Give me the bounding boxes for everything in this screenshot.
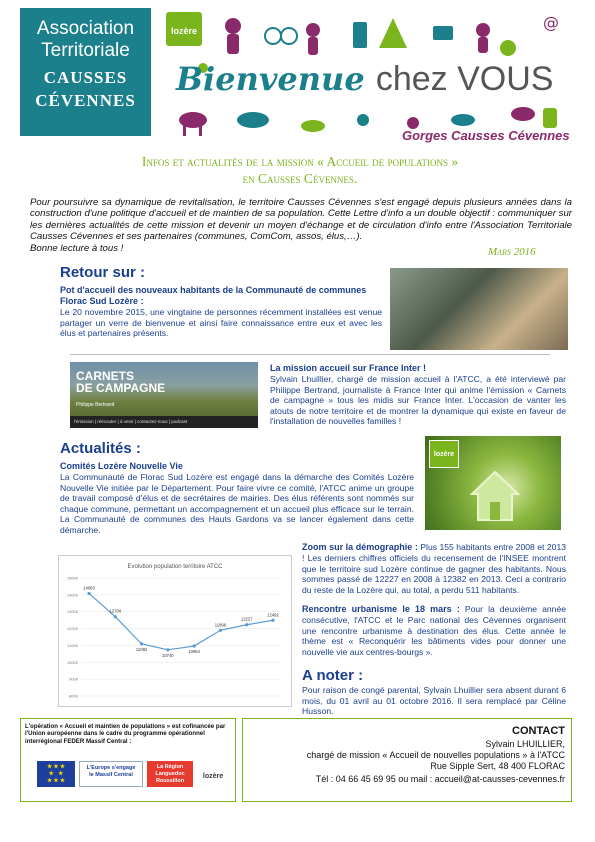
pot-accueil-title: Pot d'accueil des nouveaux habitants de la Communauté de communes Florac Sud Lozère : — [60, 285, 367, 306]
intro-text: Pour poursuivre sa dynamique de revitalisation, le territoire Causses Cévennes s'est engagé depuis plusieurs années dans la construction d'une politique d'accueil et de maintien de sa population. Cette Lettre d'info a un double objectif : communiquer sur les dernières actualités de cette mission et devenir un moyen d'échange et de circulation d'info entre l'Association Territoriale Causses Cévennes et ses partenaires (communes, ComCom, assos, élus,…). — [30, 197, 572, 243]
chart-title: Evolution population territoire ATCC — [127, 564, 223, 570]
carnets-title-line2: DE CAMPAGNE — [76, 381, 166, 395]
contact-address: Rue Sipple Sert, 48 400 FLORAC — [430, 761, 565, 771]
lozere-logo — [166, 12, 202, 46]
lozere-footer-logo: lozère — [197, 761, 229, 787]
welcome-title-part2: chez VOUS — [375, 60, 554, 98]
urbanisme-block — [302, 604, 566, 657]
france-inter-text: Sylvain Lhuillier, chargé de mission accueil à l'ATCC, a été interviewé par Philippe Bertrand, journaliste à France Inter qui anime l'émission « Carnets de campagne » tous les midis sur France Inter. L'occasion de vanter les atouts de notre territoire et de montrer la dynamique qui existe en faveur de l'installation de nouvelles familles ! — [270, 374, 566, 427]
region-logo: La Région Languedoc Roussillon — [147, 761, 193, 787]
chart-point — [245, 623, 248, 626]
contact-box — [242, 718, 572, 802]
chart-y-tick-label: 15000 — [66, 575, 78, 581]
newsletter-title-line2: en Causses Cévennes. — [242, 171, 358, 186]
carnets-de-campagne-image — [70, 362, 258, 428]
chart-y-tick-label: 14000 — [66, 592, 78, 598]
issue-date: Mars 2016 — [488, 246, 536, 258]
svg-text:@: @ — [543, 13, 559, 32]
welcome-title-part1: Bienvenue — [176, 60, 376, 98]
chart-y-tick-label: 10000 — [66, 659, 78, 665]
chart-y-tick-label: 13000 — [66, 609, 78, 615]
section-divider — [70, 354, 550, 355]
intro-closing: Bonne lecture à tous ! — [30, 242, 124, 254]
demographie-block — [302, 542, 566, 595]
chart-gridlines — [81, 578, 281, 696]
chart-y-ticks — [67, 576, 79, 699]
chart-data-label: 12492 — [267, 612, 279, 618]
chart-y-tick-label: 12000 — [66, 626, 78, 632]
comites-text: La Communauté de Florac Sud Lozère est engagé dans la démarche des Comités Lozère Nouvelle Vie initiée par le Département. Pour faire vivre ce comité, l'ATCC anime un groupe de travail composé d'élus et de secrétaires de mairies. Des élus référents sont nommés sur chaque commune, permettant un accompagnement et un accueil plus efficace sur le terrain. La Communauté de communes des Hauts Gardons va se lancer également dans cette démarche. — [60, 472, 414, 535]
logo-line-2: Territoriale — [41, 40, 130, 61]
eu-flag-logo: ★ ★ ★ ★ ★ ★ ★ ★ — [37, 761, 75, 787]
chart-data-label: 10740 — [162, 652, 174, 658]
newsletter-title-line1: Infos et actualités de la mission « Accueil de populations » — [141, 154, 459, 169]
chart-series — [83, 585, 279, 657]
contact-role: chargé de mission « Accueil de nouvelles populations » à l'ATCC — [306, 750, 565, 760]
chart-point — [219, 629, 222, 632]
logo-line-1: Association — [36, 18, 135, 39]
chart-point — [140, 642, 143, 645]
logo-line-4: CÉVENNES — [35, 91, 136, 110]
europe-massif-logo — [79, 761, 143, 787]
carnets-title-line1: CARNETS — [76, 369, 135, 383]
welcome-title — [176, 60, 553, 99]
urbanisme-text: Pour la deuxième année consécutive, l'ATCC et le Parc national des Cévennes organisent une rencontre urbanisme à destination des élus. Cette année le thème est « Reconquérir les bâtiments vides pour donner une nouvelle vie aux centres-bourgs ». — [302, 604, 566, 657]
chart-point — [193, 644, 196, 647]
demographie-text: Plus 155 habitants entre 2008 et 2013 ! Les derniers chiffres officiels du recensement de l'INSEE montrent que le territoire sud Lozère continue de gagner des habitants. Nous sommes passé de 12227 en 2008 à 12382 en 2013. Ceci a contrario du reste de la Lozère qui, au total, a perdu 511 habitants. — [302, 542, 566, 595]
section-heading-actualites: Actualités : — [60, 440, 141, 457]
contact-name: Sylvain LHUILLIER, — [485, 739, 565, 749]
logo-line-3: CAUSSES — [43, 68, 128, 87]
contact-phone-email: Tél : 04 66 45 69 95 ou mail : accueil@at-causses-cevennes.fr — [315, 774, 565, 784]
carnets-author: Philippe Bertrand — [76, 402, 115, 408]
section-heading-noter: A noter : — [302, 667, 364, 684]
chart-y-tick-label: 9000 — [69, 676, 78, 682]
feder-text: L'opération « Accueil et maintien de populations » est cofinancée par l'Union européenne dans le cadre du programme opérationnel interrégional FEDER Massif Central : — [25, 723, 226, 745]
europe-logo-text: L'Europe s'engage — [86, 765, 136, 771]
pot-accueil-photo — [390, 268, 568, 350]
chart-point — [271, 619, 274, 622]
carnets-menu-bar: l'émission | réécouter | à venir | contactez-nous | podcast — [70, 416, 258, 428]
chart-point — [166, 648, 169, 651]
chart-data-label: 11898 — [214, 622, 227, 628]
carnets-title — [76, 370, 165, 394]
chart-data-label: 12704 — [109, 608, 122, 614]
pot-accueil-text: Le 20 novembre 2015, une vingtaine de personnes récemment installées est venue partager un verre de bienvenue et ainsi faire connaissance entre eux et avec les élus et partenaires présents. — [60, 307, 382, 339]
section-heading-retour: Retour sur : — [60, 264, 146, 281]
chart-point — [114, 615, 117, 618]
chart-point — [87, 592, 90, 595]
contact-label: CONTACT — [512, 725, 565, 737]
chart-data-label: 12227 — [240, 616, 253, 622]
feder-funding-box — [20, 718, 236, 802]
population-chart — [58, 555, 292, 707]
demographie-title: Zoom sur la démographie : — [302, 542, 418, 552]
comites-title: Comités Lozère Nouvelle Vie — [60, 461, 183, 471]
france-inter-title: La mission accueil sur France Inter ! — [270, 363, 427, 373]
noter-text: Pour raison de congé parental, Sylvain Lhuillier sera absent durant 6 mois, du 01 avril au 01 octobre 2016. Il sera remplacé par Céline Husson. — [302, 685, 566, 717]
chart-data-label: 14083 — [83, 585, 95, 591]
banner-subtitle: Gorges Causses Cévennes — [402, 128, 570, 143]
lozere-photo-badge — [429, 440, 459, 468]
house-icon — [470, 470, 520, 522]
chart-data-label: 10964 — [188, 649, 200, 655]
massif-logo-text: le Massif Central — [89, 772, 133, 778]
lozere-logo-text: lozère — [170, 26, 197, 36]
association-logo — [20, 8, 151, 136]
newsletter-title — [60, 153, 540, 187]
urbanisme-title: Rencontre urbanisme le 18 mars : — [302, 604, 460, 614]
chart-y-tick-label: 8000 — [69, 693, 78, 699]
chart-data-label: 11092 — [135, 646, 148, 652]
chart-y-tick-label: 11000 — [67, 642, 78, 648]
lozere-photo-badge-text: lozère — [433, 451, 455, 458]
